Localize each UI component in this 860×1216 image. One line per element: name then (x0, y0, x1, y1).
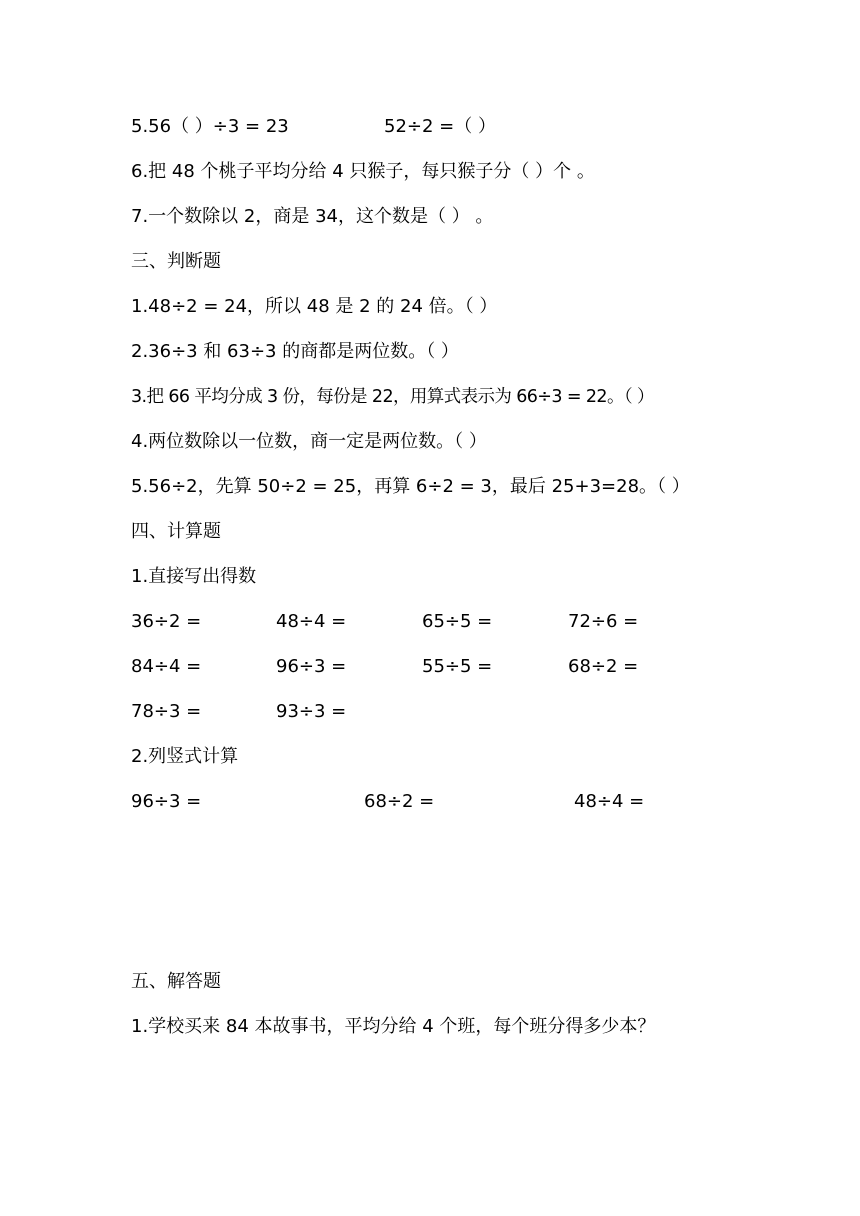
section4-title: 四、计算题 (131, 521, 221, 542)
calc-item: 65÷5 = (422, 611, 493, 632)
fill-q5-left: 5.56（ ）÷3 = 23 (131, 116, 289, 137)
calc-part1-title: 1.直接写出得数 (131, 566, 257, 587)
fill-q7: 7.一个数除以 2，商是 34，这个数是（ ） 。 (131, 206, 494, 227)
calc-item: 68÷2 = (568, 656, 639, 677)
fill-q6: 6.把 48 个桃子平均分给 4 只猴子，每只猴子分（ ）个 。 (131, 161, 595, 182)
judge-item-2: 2.36÷3 和 63÷3 的商都是两位数。（ ） (131, 341, 459, 362)
judge-item-3: 3.把 66 平均分成 3 份，每份是 22，用算式表示为 66÷3 = 22。（ ） (131, 387, 654, 407)
judge-item-5: 5.56÷2，先算 50÷2 = 25，再算 6÷2 = 3，最后 25+3=28。（ ） (131, 476, 690, 497)
calc-item: 36÷2 = (131, 611, 202, 632)
calc-item: 78÷3 = (131, 701, 202, 722)
judge-item-4: 4.两位数除以一位数，商一定是两位数。（ ） (131, 431, 487, 452)
vertical-calc-item: 68÷2 = (364, 791, 435, 812)
vertical-calc-item: 96÷3 = (131, 791, 202, 812)
section5-title: 五、解答题 (131, 971, 221, 992)
calc-item: 96÷3 = (276, 656, 347, 677)
vertical-calc-item: 48÷4 = (574, 791, 645, 812)
judge-item-1: 1.48÷2 = 24，所以 48 是 2 的 24 倍。（ ） (131, 296, 498, 317)
calc-item: 72÷6 = (568, 611, 639, 632)
section3-title: 三、判断题 (131, 251, 221, 272)
answer-q1: 1.学校买来 84 本故事书，平均分给 4 个班，每个班分得多少本？ (131, 1016, 656, 1037)
fill-q5-right: 52÷2 =（ ） (384, 116, 496, 137)
calc-item: 93÷3 = (276, 701, 347, 722)
calc-item: 55÷5 = (422, 656, 493, 677)
calc-part2-title: 2.列竖式计算 (131, 746, 239, 767)
calc-item: 84÷4 = (131, 656, 202, 677)
calc-item: 48÷4 = (276, 611, 347, 632)
